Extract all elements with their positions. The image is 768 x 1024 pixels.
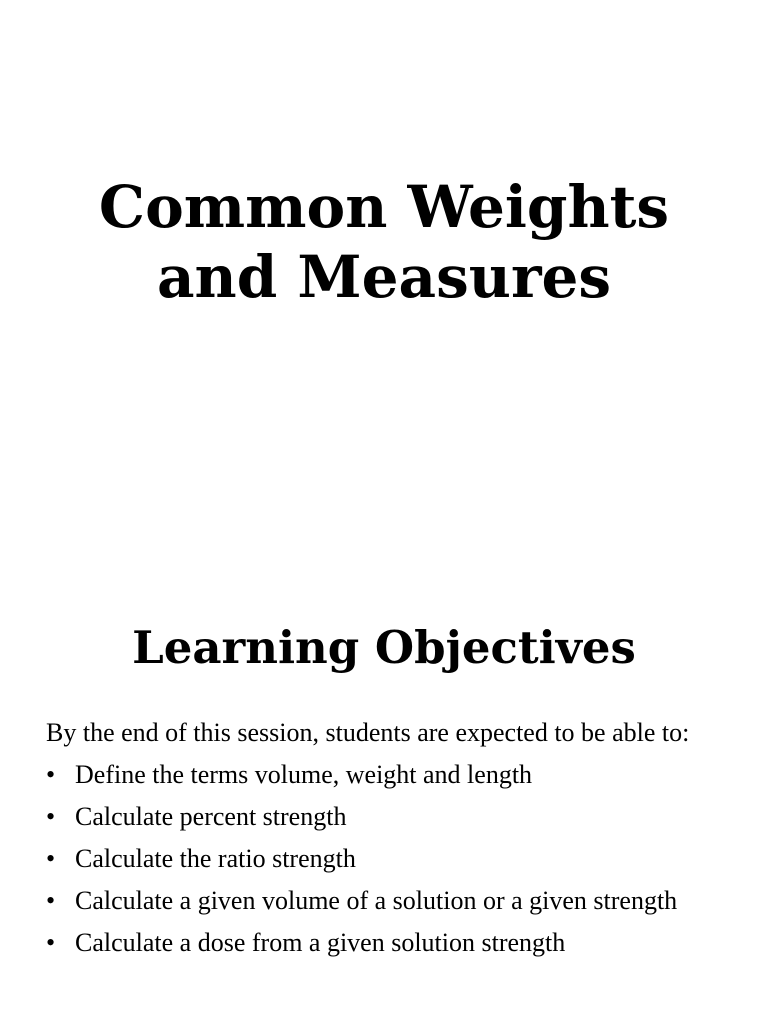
objectives-body bbox=[46, 716, 726, 968]
section-heading: Learning Objectives bbox=[132, 621, 636, 674]
bullet-icon: • bbox=[46, 802, 56, 831]
list-item-text: Calculate a given volume of a solution or a given strength bbox=[75, 886, 678, 915]
page-title bbox=[0, 172, 768, 312]
bullet-icon: • bbox=[46, 844, 56, 873]
page-title-line-1: Common Weights bbox=[98, 173, 670, 241]
list-item bbox=[46, 884, 726, 918]
bullet-icon: • bbox=[46, 928, 56, 957]
list-item bbox=[46, 800, 726, 834]
bullet-icon: • bbox=[46, 760, 56, 789]
list-item bbox=[46, 758, 726, 792]
list-item-text: Calculate a dose from a given solution strength bbox=[75, 928, 566, 957]
list-item bbox=[46, 926, 726, 960]
bullet-icon: • bbox=[46, 886, 56, 915]
list-item-text: Calculate percent strength bbox=[75, 802, 347, 831]
list-item-text: Define the terms volume, weight and length bbox=[75, 760, 533, 789]
list-item-text: Calculate the ratio strength bbox=[75, 844, 356, 873]
page-title-line-2: and Measures bbox=[156, 243, 612, 311]
intro-text: By the end of this session, students are expected to be able to: bbox=[46, 718, 690, 747]
objectives-list bbox=[46, 758, 726, 960]
list-item bbox=[46, 842, 726, 876]
